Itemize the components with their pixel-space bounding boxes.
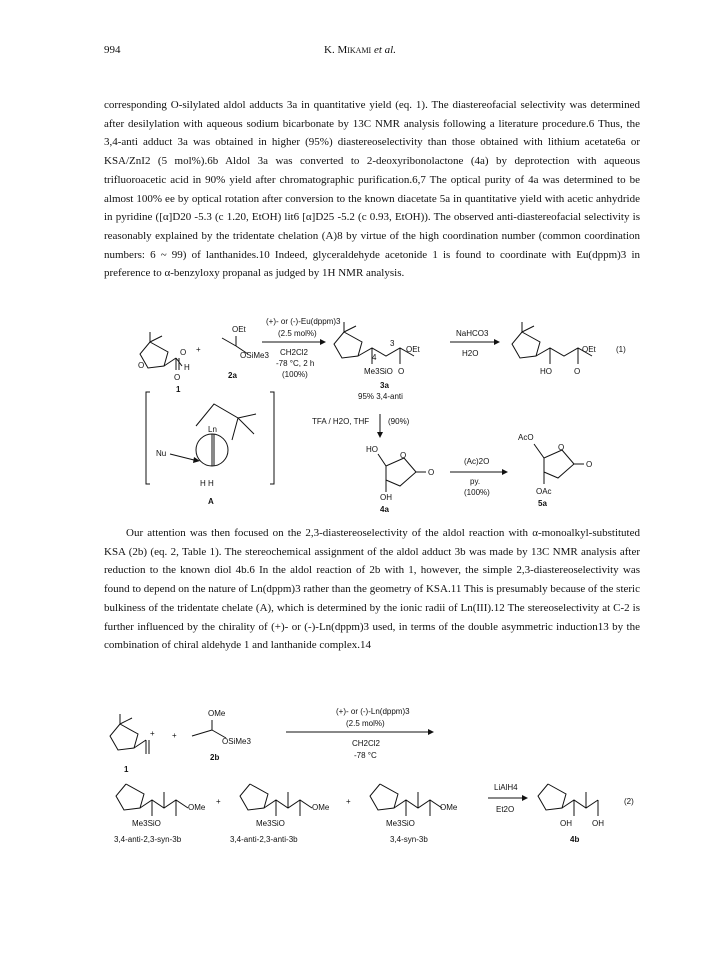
svg-text:+: + bbox=[346, 797, 351, 806]
selectivity-3a: 95% 3,4-anti bbox=[358, 392, 403, 401]
svg-text:O: O bbox=[400, 451, 407, 460]
product-anti-syn-3b bbox=[114, 784, 206, 844]
plus-1: + bbox=[196, 345, 201, 354]
product-label-2: 3,4-anti-2,3-anti-3b bbox=[230, 835, 298, 844]
diacetate-5a bbox=[518, 433, 592, 508]
svg-text:(2.5 mol%): (2.5 mol%) bbox=[278, 329, 317, 338]
equation-2-number: (2) bbox=[624, 797, 634, 806]
paragraph-2-text: Our attention was then focused on the 2,3-diastereoselectivity of the aldol reaction with α-monoalkyl-substituted KSA (2b) (eq. 2, Table 1). The stereochemical assignment of the aldol adduct 3b was made by 13C NMR analysis after reduction to the known diol 4b.6 In the aldol reaction of 2b with 1, however, the simple 2,3-diastereoselectivity was found to depend on the nature of Ln(dppm)3 rather than the geometry of KSA.11 This is presumably because of the steric bulkiness of the tridentate chelate (A), which is determined by the ionic radii of Ln(III).12 The stereoselectivity at C-2 is further influenced by the chirality of (+)- or (-)-Ln(dppm)3 used, in terms of the double asymmetric induction13 by the combination of chiral aldehyde 1 and lanthanide complex.14 bbox=[104, 527, 640, 652]
svg-text:O: O bbox=[428, 468, 435, 477]
svg-text:OMe: OMe bbox=[312, 803, 330, 812]
svg-text:H2O: H2O bbox=[462, 349, 479, 358]
ketene-silyl-acetal-2b bbox=[192, 709, 251, 762]
scheme-1 bbox=[0, 308, 720, 548]
product-anti-anti-3b bbox=[230, 784, 330, 844]
svg-text:Me3SiO: Me3SiO bbox=[386, 819, 415, 828]
aldehyde-1-structure-eq2 bbox=[110, 714, 155, 774]
svg-text:+: + bbox=[150, 729, 155, 738]
scheme-2 bbox=[0, 700, 720, 880]
product-syn-3b bbox=[370, 784, 458, 844]
svg-text:OH: OH bbox=[560, 819, 572, 828]
svg-text:OEt: OEt bbox=[406, 345, 420, 354]
running-title bbox=[0, 44, 720, 56]
svg-text:H H: H H bbox=[200, 479, 214, 488]
svg-text:OSiMe3: OSiMe3 bbox=[240, 351, 269, 360]
svg-text:Nu: Nu bbox=[156, 449, 167, 458]
svg-text:HO: HO bbox=[540, 367, 552, 376]
svg-text:LiAlH4: LiAlH4 bbox=[494, 783, 518, 792]
svg-text:3: 3 bbox=[390, 339, 395, 348]
svg-text:Ln: Ln bbox=[208, 425, 217, 434]
svg-text:OEt: OEt bbox=[582, 345, 596, 354]
svg-text:Et2O: Et2O bbox=[496, 805, 515, 814]
svg-text:Me3SiO: Me3SiO bbox=[364, 367, 393, 376]
svg-text:+: + bbox=[172, 731, 177, 740]
aldol-adduct-3a bbox=[334, 322, 421, 401]
paragraph-1-text: corresponding O-silylated aldol adducts 3a in quantitative yield (eq. 1). The diastereofacial selectivity was determined after desilylation with aqueous sodium bicarbonate by 13C NMR analysis following a literature procedure.6 Thus, the 3,4-anti adduct 3a was obtained in higher (95%) diastereoselectivity than those obtained with lithium acetate6a or KSA/ZnI2 (5 mol%).6b Aldol 3a was converted to 2-deoxyribonolactone (4a) by deprotection with aqueous trifluoroacetic acid in 90% yield after chromatographic purification.6,7 The optical purity of 4a was determined to be almost 100% ee by optical rotation after conversion to the known diacetate 5a in quantitative yield with acetic anhydride in pyridine ([α]D20 -5.3 (c 1.20, EtOH) lit6 [α]D25 -5.2 (c 0.93, EtOH)). The observed anti-diastereofacial selectivity is reasonably explained by the tridentate chelation (A)8 by virtue of the high coordination number (common coordination numbers: 6 ~ 99) of lanthanides.10 Indeed, glyceraldehyde acetonide 1 is found to coordinate with Eu(dppm)3 in preference to α-benzyloxy propanal as judged by 1H NMR analysis. bbox=[104, 99, 640, 280]
svg-text:Me3SiO: Me3SiO bbox=[256, 819, 285, 828]
svg-text:4: 4 bbox=[372, 353, 377, 362]
label-4b: 4b bbox=[570, 835, 580, 844]
label-A: A bbox=[208, 497, 214, 506]
label-3a: 3a bbox=[380, 381, 389, 390]
label-1: 1 bbox=[176, 385, 181, 394]
label-2a: 2a bbox=[228, 371, 237, 380]
svg-text:OAc: OAc bbox=[536, 487, 552, 496]
hydroxy-ester-product bbox=[512, 322, 597, 376]
svg-text:CH2Cl2: CH2Cl2 bbox=[352, 739, 381, 748]
svg-text:O: O bbox=[180, 348, 187, 357]
svg-text:(Ac)2O: (Ac)2O bbox=[464, 457, 490, 466]
svg-text:CH2Cl2: CH2Cl2 bbox=[280, 348, 309, 357]
label-4a: 4a bbox=[380, 505, 389, 514]
svg-text:(2.5 mol%): (2.5 mol%) bbox=[346, 719, 385, 728]
svg-text:Me3SiO: Me3SiO bbox=[132, 819, 161, 828]
svg-text:(100%): (100%) bbox=[282, 370, 308, 379]
lactone-4a bbox=[366, 445, 434, 514]
product-label-1: 3,4-anti-2,3-syn-3b bbox=[114, 835, 182, 844]
svg-text:+: + bbox=[216, 797, 221, 806]
svg-text:(90%): (90%) bbox=[388, 417, 410, 426]
chelate-model-A bbox=[146, 392, 274, 506]
svg-text:OMe: OMe bbox=[440, 803, 458, 812]
svg-text:(+)- or (-)-Ln(dppm)3: (+)- or (-)-Ln(dppm)3 bbox=[336, 707, 410, 716]
aldehyde-1-structure bbox=[138, 332, 190, 394]
svg-text:O: O bbox=[138, 361, 145, 370]
label-1-eq2: 1 bbox=[124, 765, 129, 774]
label-5a: 5a bbox=[538, 499, 547, 508]
svg-text:HO: HO bbox=[366, 445, 378, 454]
svg-text:O: O bbox=[586, 460, 593, 469]
svg-text:O: O bbox=[398, 367, 405, 376]
paragraph-1 bbox=[104, 96, 640, 283]
svg-text:OMe: OMe bbox=[208, 709, 226, 718]
paragraph-2 bbox=[104, 524, 640, 655]
svg-text:OSiMe3: OSiMe3 bbox=[222, 737, 251, 746]
label-2b: 2b bbox=[210, 753, 220, 762]
svg-text:(100%): (100%) bbox=[464, 488, 490, 497]
page-header bbox=[0, 44, 720, 60]
svg-text:O: O bbox=[574, 367, 581, 376]
ketene-silyl-acetal-2a bbox=[222, 325, 269, 380]
svg-text:NaHCO3: NaHCO3 bbox=[456, 329, 489, 338]
svg-text:AcO: AcO bbox=[518, 433, 534, 442]
svg-text:OH: OH bbox=[380, 493, 392, 502]
svg-text:O: O bbox=[558, 443, 565, 452]
svg-text:OH: OH bbox=[592, 819, 604, 828]
diol-4b bbox=[538, 784, 604, 844]
svg-text:py.: py. bbox=[470, 477, 481, 486]
page-number: 994 bbox=[104, 44, 121, 56]
author-name: K. Mikami bbox=[324, 44, 372, 56]
equation-1-number: (1) bbox=[616, 345, 626, 354]
svg-text:-78 °C, 2 h: -78 °C, 2 h bbox=[276, 359, 315, 368]
svg-text:OMe: OMe bbox=[188, 803, 206, 812]
svg-text:TFA / H2O, THF: TFA / H2O, THF bbox=[312, 417, 370, 426]
svg-text:OEt: OEt bbox=[232, 325, 246, 334]
svg-text:(+)- or (-)-Eu(dppm)3: (+)- or (-)-Eu(dppm)3 bbox=[266, 317, 341, 326]
product-label-3: 3,4-syn-3b bbox=[390, 835, 428, 844]
svg-text:O: O bbox=[174, 373, 181, 382]
svg-text:-78 °C: -78 °C bbox=[354, 751, 377, 760]
et-al: et al. bbox=[373, 44, 396, 56]
svg-text:H: H bbox=[184, 363, 190, 372]
